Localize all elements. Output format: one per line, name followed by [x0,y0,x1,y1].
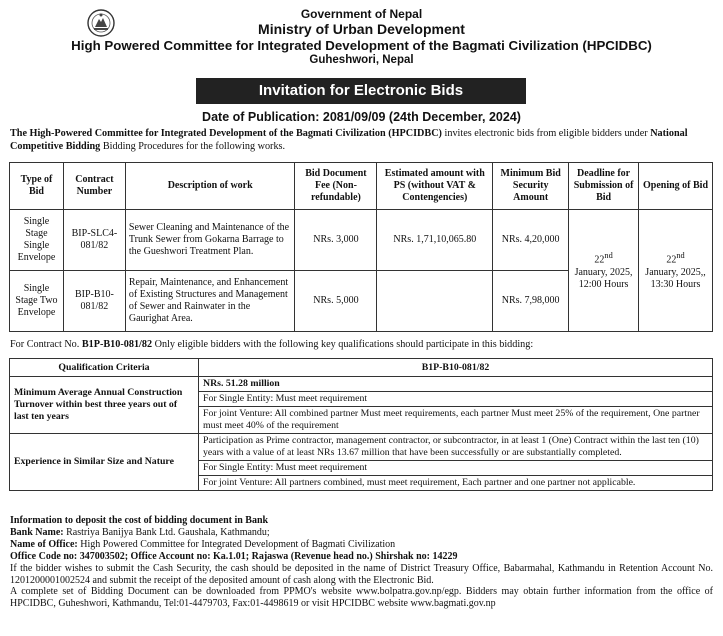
opening-rest: January, 2025,, 13:30 Hours [645,266,706,290]
office-name-label: Name of Office: [10,538,78,550]
bids-table [9,162,713,332]
table-row [10,377,713,392]
bank-title: Information to deposit the cost of bidding document in Bank [10,515,269,526]
opening-sup: nd [676,251,685,261]
header [0,0,723,66]
qual-header-row [10,359,713,377]
location: Guheshwori, Nepal [309,54,414,66]
cell-description: Repair, Maintenance, and Enhancement of Existing Structures and Management of Sewer and Rainwater in the Gaurighat Area. [125,271,295,332]
deadline-day: 22 [594,254,605,266]
cash-security-text: If the bidder wishes to submit the Cash Security, the cash should be deposited in the name of District Treasury Office, Babarmahal, Kathmandu in Retention Account No. 1201200001002524 and submit the receipt of the deposited amount of cash along with the Electronic Bid. [10,562,713,586]
intro-mid: invites electronic bids from eligible bidders under [441,128,651,139]
cell-fee: NRs. 5,000 [295,271,377,332]
turnover-amount: NRs. 51.28 million [199,377,713,392]
header-opening: Opening of Bid [639,163,713,210]
qual-header-criteria: Qualification Criteria [10,359,199,377]
opening-day: 22 [666,254,677,266]
government-title: Government of Nepal [300,7,423,21]
qualification-table [9,358,713,491]
header-type: Type of Bid [10,163,64,210]
turnover-single: For Single Entity: Must meet requirement [199,392,713,407]
qnote-contract: B1P-B10-081/82 [81,339,153,350]
ministry-title: Ministry of Urban Development [258,21,465,37]
bank-name-label: Bank Name: [10,526,64,538]
cell-type: Single Stage Single Envelope [10,210,64,271]
cell-deadline [569,210,639,332]
table-row [10,210,713,271]
cell-fee: NRs. 3,000 [295,210,377,271]
header-estimate: Estimated amount with PS (without VAT & Contengencies) [377,163,493,210]
header-fee: Bid Document Fee (Non-refundable) [295,163,377,210]
invitation-banner: Invitation for Electronic Bids [196,78,526,104]
header-contract: Contract Number [63,163,125,210]
intro-end: Bidding Procedures for the following works. [100,141,286,152]
committee-title: High Powered Committee for Integrated Development of the Bagmati Civilization (HPCIDBC) [71,38,652,53]
publication-date: Date of Publication: 2081/09/09 (24th December, 2024) [202,110,521,124]
cell-type: Single Stage Two Envelope [10,271,64,332]
table-row [10,434,713,461]
bids-header-row [10,163,713,210]
cell-contract: BIP-SLC4-081/82 [63,210,125,271]
intro-ncb: National Competitive Bidding [10,128,688,152]
qual-header-contract: B1P-B10-081/82 [199,359,713,377]
nepal-emblem-icon [86,8,116,38]
experience-text: Participation as Prime contractor, management contractor, or subcontractor, in at least 1 (One) Contract within the last ten (10) years with a value of at least NRs 13.67 million that have been successfully or are substantially completed. [199,434,713,461]
experience-jv: For joint Venture: All partners combined, must meet requirement, Each partner and one partner not applicable. [199,476,713,491]
qualification-note [10,339,713,350]
cell-security: NRs. 4,20,000 [493,210,569,271]
deadline-sup: nd [604,251,613,261]
cell-opening [639,210,713,332]
turnover-label: Minimum Average Annual Construction Turnover within best three years out of last ten years [10,377,199,434]
header-security: Minimum Bid Security Amount [493,163,569,210]
cell-description: Sewer Cleaning and Maintenance of the Trunk Sewer from Gokarna Barrage to the Gueshwori Treatment Plan. [125,210,295,271]
qnote-post: Only eligible bidders with the following key qualifications should participate in this bidding: [152,339,534,350]
qnote-pre: For Contract No. [10,339,82,350]
intro-org: The High-Powered Committee for Integrated Development of the Bagmati Civilization (HPCIDBC) [10,128,442,139]
experience-single: For Single Entity: Must meet requirement [199,461,713,476]
bank-info [10,515,713,610]
bank-name-value: Rastriya Banijya Bank Ltd. Gaushala, Kathmandu; [63,526,270,538]
office-codes: Office Code no: 347003502; Office Account no: Ka.1.01; Rajaswa (Revenue head no.) Shirshak no: 14229 [10,550,458,562]
cell-estimate [377,271,493,332]
cell-contract: BIP-B10-081/82 [63,271,125,332]
experience-label: Experience in Similar Size and Nature [10,434,199,491]
download-text: A complete set of Bidding Document can be downloaded from PPMO's website www.bolpatra.gov.np/egp. Bidders may obtain further information from the office of HPCIDBC, Guheshwori, Kathmandu, Tel:01-4479703, Fax:01-4498619 or visit HPCIDBC website www.bagmati.gov.np [10,586,713,610]
cell-security: NRs. 7,98,000 [493,271,569,332]
header-description: Description of work [125,163,295,210]
deadline-rest: January, 2025, 12:00 Hours [574,266,633,290]
office-name-value: High Powered Committee for Integrated Development of Bagmati Civilization [77,538,396,550]
header-deadline: Deadline for Submission of Bid [569,163,639,210]
turnover-jv: For joint Venture: All combined partner Must meet requirements, each partner Must meet 25% of the requirement, One partner must meet 40% of the requirement [199,407,713,434]
intro-paragraph [10,127,713,153]
cell-estimate: NRs. 1,71,10,065.80 [377,210,493,271]
